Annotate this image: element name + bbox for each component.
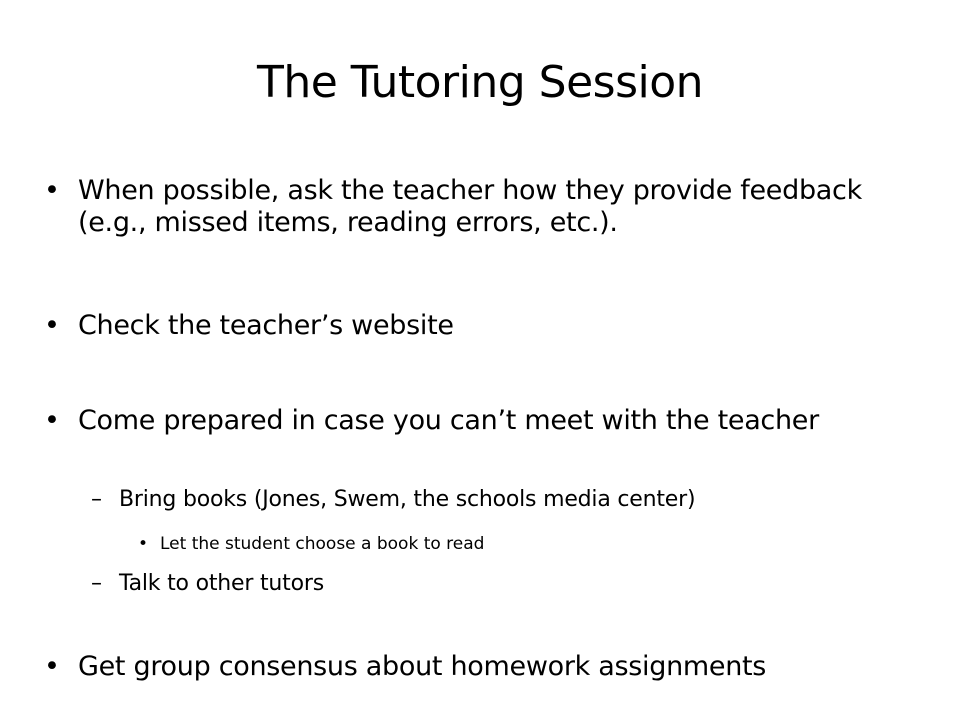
bullet-item [44, 175, 938, 239]
bullet-item [44, 651, 938, 683]
sub-sub-bullet-marker: • [138, 534, 149, 554]
sub-bullet-marker: – [91, 571, 102, 596]
bullet-text: Check the teacher’s website [78, 310, 454, 341]
bullet-item [44, 310, 938, 342]
bullet-marker: • [44, 651, 60, 682]
sub-bullet-text: Talk to other tutors [119, 571, 324, 596]
sub-bullet-item [91, 570, 919, 597]
bullet-text: Come prepared in case you can’t meet with the teacher [78, 405, 819, 436]
bullet-text: Get group consensus about homework assignments [78, 651, 767, 682]
sub-sub-bullet-item [138, 533, 920, 555]
sub-bullet-text: Bring books (Jones, Swem, the schools media center) [119, 487, 696, 512]
sub-sub-bullet-text: Let the student choose a book to read [160, 534, 485, 554]
bullet-marker: • [44, 175, 60, 206]
sub-bullet-marker: – [91, 487, 102, 512]
sub-bullet-item [91, 486, 919, 513]
slide-title: The Tutoring Session [256, 57, 704, 108]
bullet-text: When possible, ask the teacher how they provide feedback (e.g., missed items, reading errors, etc.). [78, 175, 862, 238]
bullet-item [44, 405, 938, 437]
bullet-marker: • [44, 405, 60, 436]
bullet-marker: • [44, 310, 60, 341]
